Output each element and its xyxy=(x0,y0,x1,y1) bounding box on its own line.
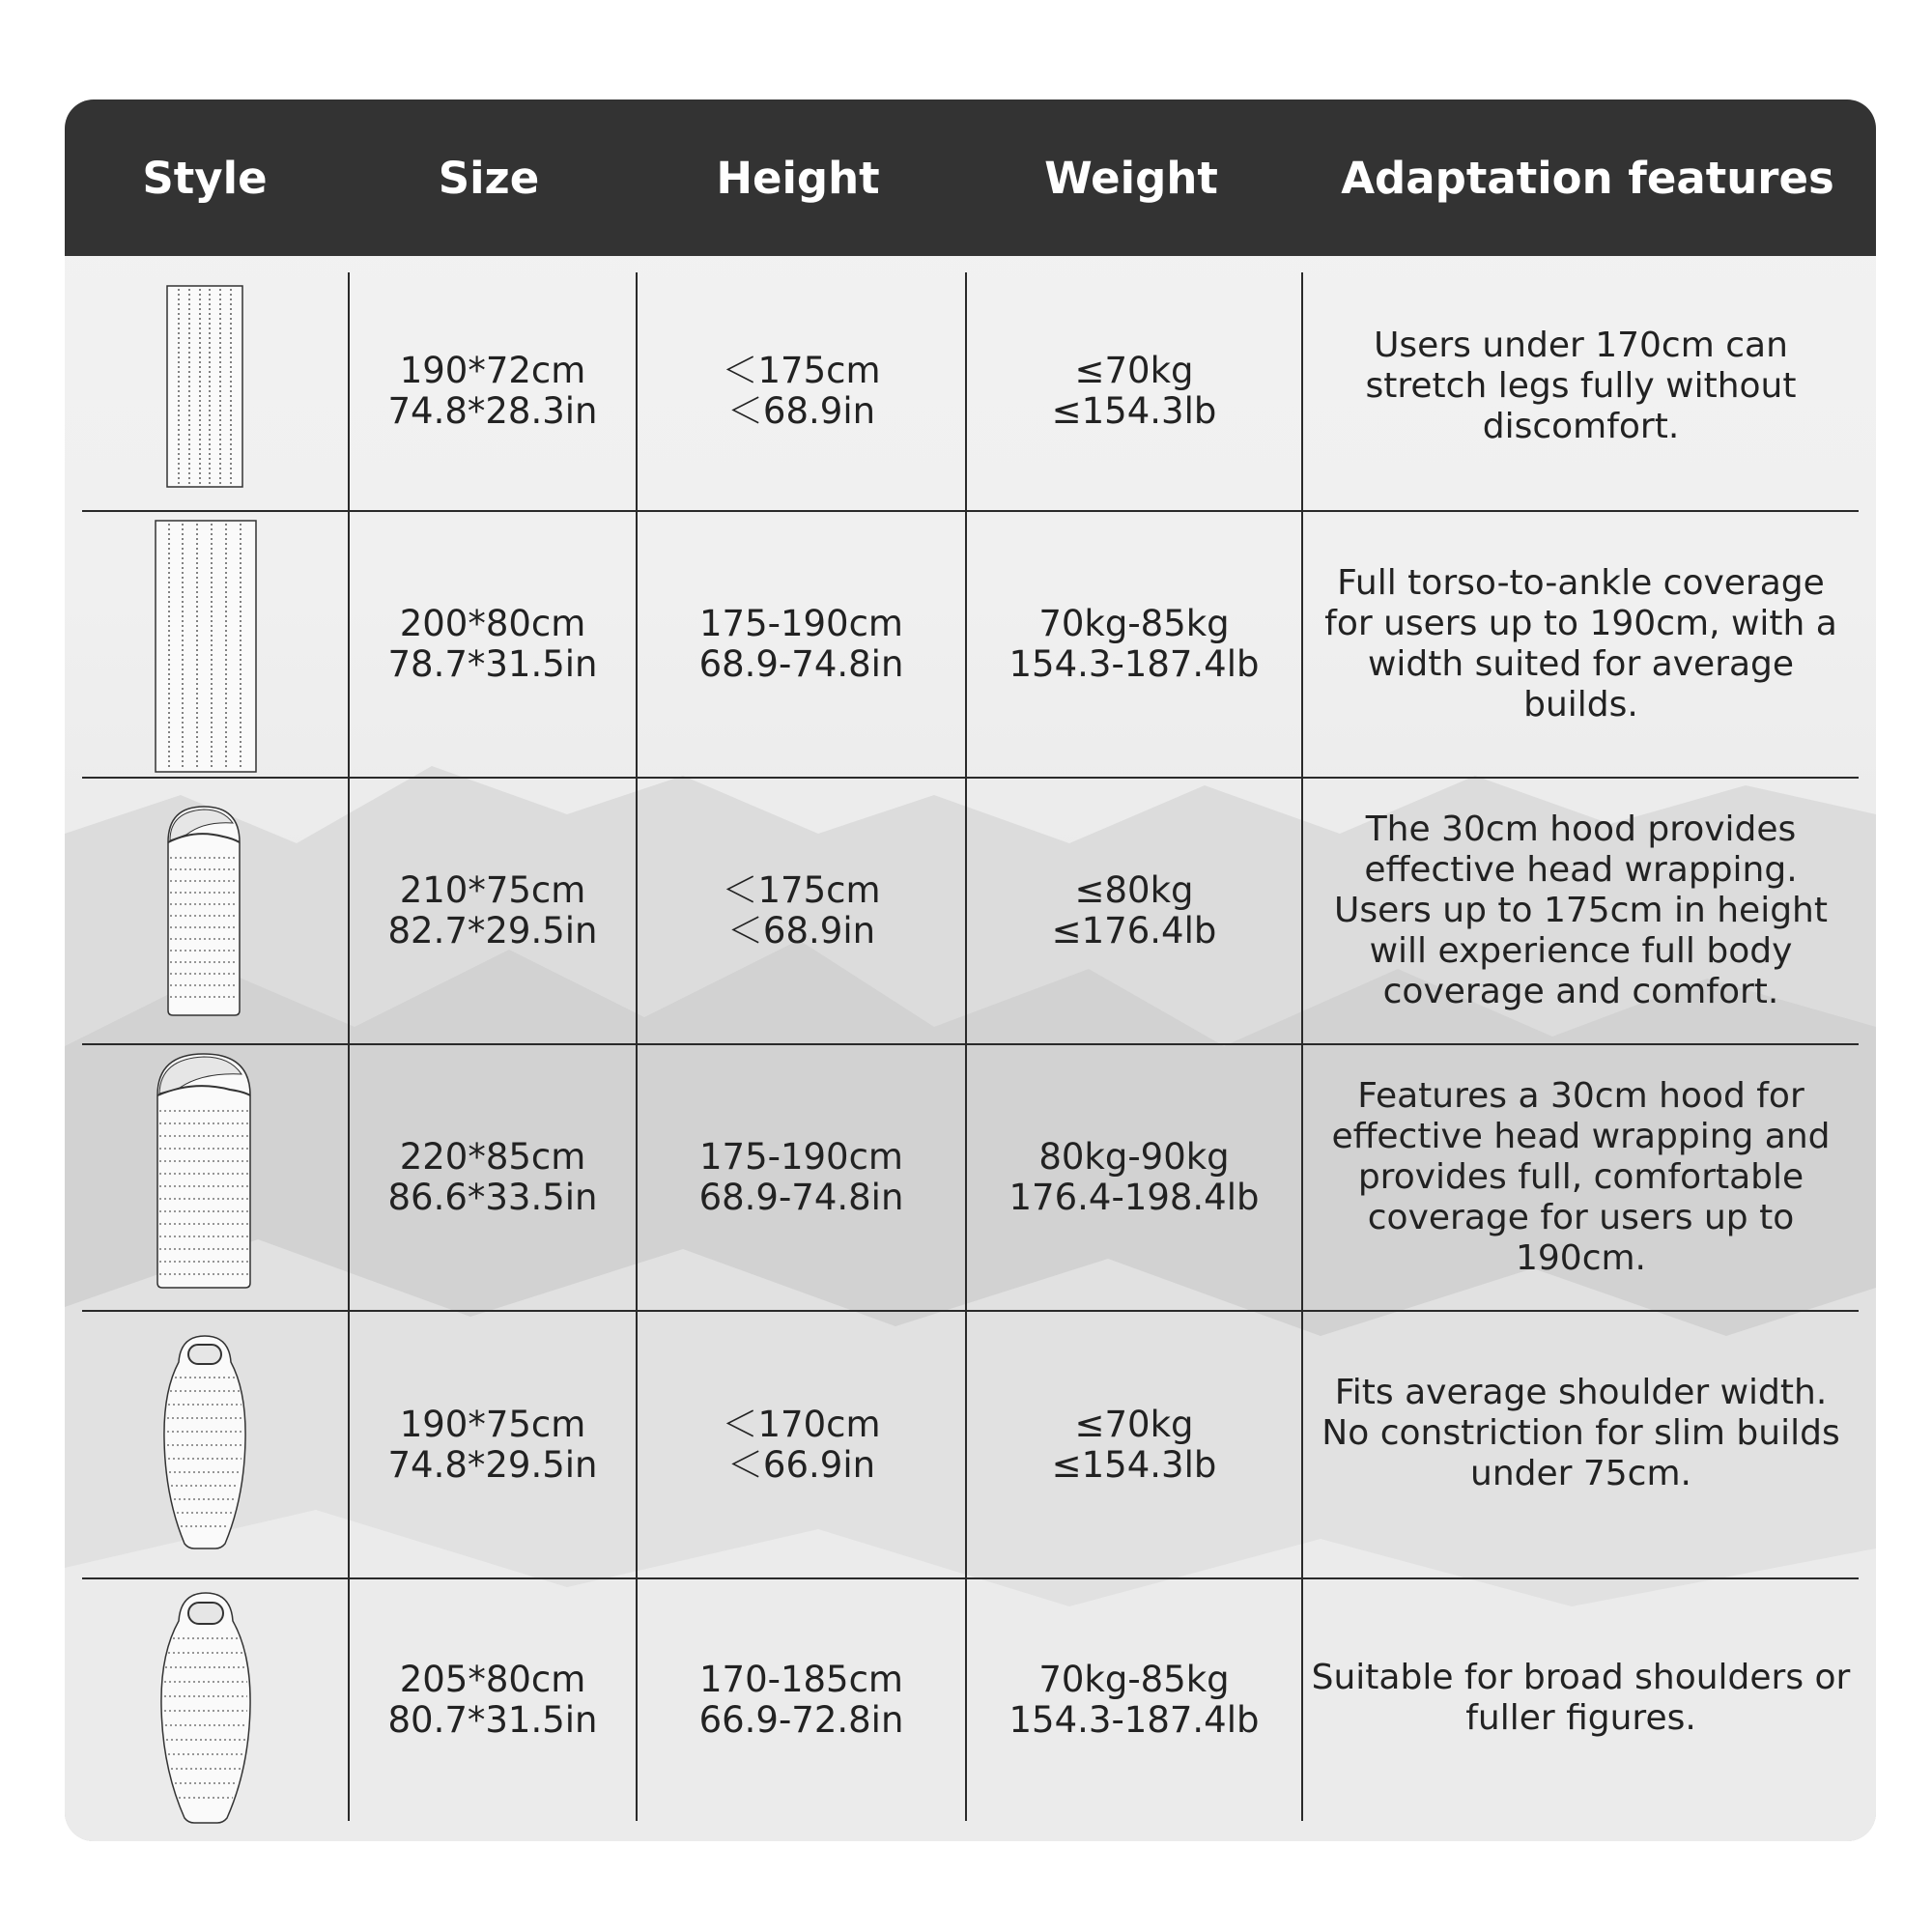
hooded-envelope-sleeping-bag-icon xyxy=(165,804,242,1018)
height-in: ＜68.9in xyxy=(726,390,876,432)
weight-kg: 70kg-85kg xyxy=(1038,603,1230,644)
height-in: 66.9-72.8in xyxy=(698,1699,904,1741)
weight-lb: ≤154.3lb xyxy=(1051,390,1217,432)
size-in: 86.6*33.5in xyxy=(387,1177,598,1218)
table-row-weight xyxy=(967,1045,1301,1310)
height-in: 68.9-74.8in xyxy=(698,643,904,685)
height-cm: ＜170cm xyxy=(722,1403,881,1445)
weight-kg: ≤70kg xyxy=(1074,350,1194,391)
size-cm: 220*85cm xyxy=(399,1136,586,1178)
table-row-height xyxy=(638,1579,965,1821)
table-row-height xyxy=(638,1312,965,1577)
wide-hooded-envelope-sleeping-bag-icon xyxy=(155,1051,253,1291)
table-row-size xyxy=(350,1045,636,1310)
header-adaptation-features: Adaptation features xyxy=(1341,152,1834,204)
weight-lb: 154.3-187.4lb xyxy=(1009,643,1260,685)
table-row-size xyxy=(350,1312,636,1577)
size-cm: 205*80cm xyxy=(399,1659,586,1700)
table-row-size xyxy=(350,1579,636,1821)
weight-lb: 176.4-198.4lb xyxy=(1009,1177,1260,1218)
size-in: 82.7*29.5in xyxy=(387,910,598,952)
size-chart-table xyxy=(65,99,1876,1841)
weight-lb: ≤176.4lb xyxy=(1051,910,1217,952)
weight-kg: 80kg-90kg xyxy=(1038,1136,1230,1178)
weight-kg: 70kg-85kg xyxy=(1038,1659,1230,1700)
table-row-features: The 30cm hood provides effective head wrapping. Users up to 175cm in height will experience full body coverage and comfort. xyxy=(1334,810,1828,1011)
height-cm: 175-190cm xyxy=(699,603,903,644)
mummy-sleeping-bag-icon xyxy=(161,1333,248,1551)
header-size: Size xyxy=(438,152,540,204)
table-row-height xyxy=(638,512,965,777)
height-cm: 175-190cm xyxy=(699,1136,903,1178)
table-row-features: Users under 170cm can stretch legs fully without discomfort. xyxy=(1365,325,1797,446)
header-height: Height xyxy=(716,152,880,204)
size-cm: 210*75cm xyxy=(399,869,586,911)
weight-lb: 154.3-187.4lb xyxy=(1009,1699,1260,1741)
table-row-features: Fits average shoulder width. No constriction for slim builds under 75cm. xyxy=(1321,1373,1840,1493)
size-in: 78.7*31.5in xyxy=(387,643,598,685)
table-row-weight xyxy=(967,1312,1301,1577)
table-row-features: Full torso-to-ankle coverage for users up to 190cm, with a width suited for average builds. xyxy=(1324,563,1837,724)
table-header xyxy=(65,99,1876,256)
height-cm: ＜175cm xyxy=(722,350,881,391)
table-row-size xyxy=(350,272,636,510)
height-cm: ＜175cm xyxy=(722,869,881,911)
size-cm: 190*75cm xyxy=(399,1403,586,1445)
size-cm: 190*72cm xyxy=(399,350,586,391)
wide-rectangular-sleeping-bag-icon xyxy=(155,520,257,773)
table-row-features: Suitable for broad shoulders or fuller figures. xyxy=(1311,1657,1851,1738)
size-in: 74.8*29.5in xyxy=(387,1443,598,1486)
table-row-weight xyxy=(967,512,1301,777)
weight-kg: ≤70kg xyxy=(1074,1403,1194,1445)
table-row-size xyxy=(350,512,636,777)
wide-mummy-sleeping-bag-icon xyxy=(157,1590,254,1826)
size-cm: 200*80cm xyxy=(399,603,586,644)
table-row-height xyxy=(638,779,965,1043)
table-row-weight xyxy=(967,1579,1301,1821)
table-row-height xyxy=(638,272,965,510)
header-weight: Weight xyxy=(1044,152,1218,204)
header-style: Style xyxy=(142,152,268,204)
table-row-weight xyxy=(967,272,1301,510)
size-in: 74.8*28.3in xyxy=(387,390,598,432)
height-in: ＜66.9in xyxy=(726,1443,876,1486)
table-row-size xyxy=(350,779,636,1043)
weight-kg: ≤80kg xyxy=(1074,869,1194,911)
height-cm: 170-185cm xyxy=(699,1659,903,1700)
height-in: 68.9-74.8in xyxy=(698,1177,904,1218)
weight-lb: ≤154.3lb xyxy=(1051,1443,1217,1486)
table-row-weight xyxy=(967,779,1301,1043)
table-row-height xyxy=(638,1045,965,1310)
rectangular-sleeping-bag-icon xyxy=(166,285,243,488)
height-in: ＜68.9in xyxy=(726,910,876,952)
table-row-features: Features a 30cm hood for effective head wrapping and provides full, comfortable coverage for users up to 190cm. xyxy=(1331,1076,1831,1278)
size-in: 80.7*31.5in xyxy=(387,1699,598,1741)
